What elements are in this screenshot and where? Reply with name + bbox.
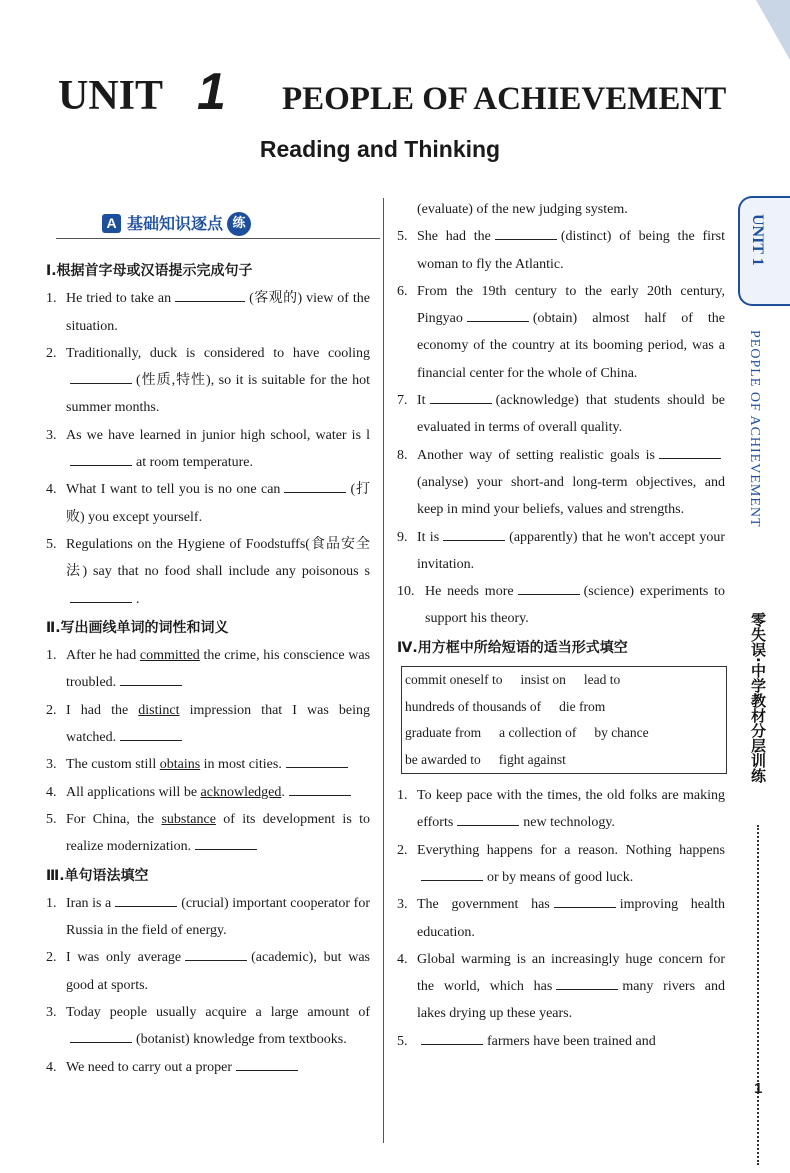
- exercise-item: 9. It is (apparently) that he won't accept your invitation.: [397, 524, 725, 579]
- unit-side-tab: [738, 196, 790, 306]
- exercise-item: 10. He needs more (science) experiments to support his theory.: [397, 578, 725, 633]
- underlined-word: obtains: [159, 757, 201, 773]
- side-book-title: 零失误·中学教材分层训练: [749, 612, 767, 783]
- exercise-item: 4. All applications will be acknowledged.: [46, 779, 370, 806]
- exercise-item: 5. Regulations on the Hygiene of Foodstuffs(食品安全法) say that no food shall include any poisonous s.: [46, 536, 370, 607]
- page-number: 1: [754, 1080, 763, 1097]
- right-column: [397, 196, 725, 1055]
- exercise-item: 1. Iran is a (crucial) important cooperator for Russia in the field of energy.: [46, 890, 370, 945]
- section-heading-2: Ⅱ.写出画线单词的词性和词义: [46, 619, 229, 636]
- exercise-item: 8. Another way of setting realistic goals is(analyse) your short-and long-term objectives, and keep in mind your beliefs, values and strengths.: [397, 442, 725, 524]
- exercise-item: 1. After he had committed the crime, his conscience was troubled.: [46, 648, 371, 691]
- exercise-item: 3. As we have learned in junior high school, water is lat room temperature.: [46, 427, 370, 471]
- unit-number: 1: [197, 63, 226, 121]
- unit-title: [58, 62, 726, 122]
- banner-title: 基础知识逐点: [127, 214, 224, 233]
- underlined-word: acknowledged: [200, 784, 282, 800]
- exercise-item: 2. Everything happens for a reason. Nothing happensor by means of good luck.: [397, 842, 725, 885]
- exercise-item: 1. To keep pace with the times, the old folks are making efforts new technology.: [397, 788, 725, 831]
- answer-blank[interactable]: [518, 580, 580, 595]
- answer-blank[interactable]: [430, 389, 492, 404]
- answer-blank[interactable]: [120, 671, 182, 686]
- unit-name: PEOPLE OF ACHIEVEMENT: [281, 81, 727, 117]
- phrase-box: commit oneself to insist on lead to hundreds of thousands of die from graduate from a collection of by chance be awarded to fight against: [401, 666, 727, 774]
- left-column: [46, 196, 370, 1081]
- exercise-item: 5. For China, the substance of its development is to realize modernization.: [46, 811, 370, 855]
- side-unit-name: PEOPLE OF ACHIEVEMENT: [747, 330, 762, 528]
- exercise-item: 2. Traditionally, duck is considered to have cooling(性质,特性), so it is suitable for the hot summer months.: [46, 345, 370, 416]
- answer-blank[interactable]: [457, 811, 519, 826]
- answer-blank[interactable]: [195, 835, 257, 850]
- answer-blank[interactable]: [70, 451, 132, 466]
- exercise-item: 5. She had the (distinct) of being the first woman to fly the Atlantic.: [397, 223, 725, 278]
- exercise-item: 3. Today people usually acquire a large amount of(botanist) knowledge from textbooks.: [46, 1005, 370, 1048]
- exercise-item: 4. Global warming is an increasingly huge concern for the world, which has many rivers and lakes drying up these years.: [397, 951, 725, 1022]
- exercise-item: 1. He tried to take an (客观的) view of the situation.: [46, 285, 370, 340]
- answer-blank[interactable]: [284, 478, 346, 493]
- column-divider: [383, 198, 384, 1143]
- answer-blank[interactable]: [289, 781, 351, 796]
- exercise-item-continued: (evaluate) of the new judging system.: [417, 202, 628, 217]
- answer-blank[interactable]: [659, 444, 721, 459]
- section-heading-1: Ⅰ.根据首字母或汉语提示完成句子: [46, 263, 253, 279]
- exercise-item: 6. From the 19th century to the early 20th century, Pingyao (obtain) almost half of the economy of the country at its booming period, was a financial center for the whole of China.: [397, 283, 725, 381]
- unit-word: UNIT: [58, 73, 164, 119]
- underlined-word: distinct: [138, 702, 180, 718]
- exercise-item: 2. I was only average (academic), but was good at sports.: [46, 944, 370, 999]
- exercise-item: 2. I had the distinct impression that I was being watched.: [46, 702, 371, 746]
- exercise-item: 3. The custom still obtains in most cities.: [46, 751, 370, 778]
- section-banner: [46, 196, 370, 256]
- banner-rule: [56, 238, 380, 239]
- answer-blank[interactable]: [70, 369, 132, 384]
- answer-blank[interactable]: [70, 1028, 132, 1043]
- answer-blank[interactable]: [495, 225, 557, 240]
- exercise-item: 7. It (acknowledge) that students should be evaluated in terms of overall quality.: [397, 387, 725, 442]
- answer-blank[interactable]: [467, 307, 529, 322]
- side-dotted-rule: [757, 825, 761, 1165]
- section-heading-3: Ⅲ.单句语法填空: [46, 867, 149, 884]
- answer-blank[interactable]: [421, 866, 483, 881]
- exercise-item: 4. We need to carry out a proper: [46, 1054, 370, 1081]
- underlined-word: committed: [139, 648, 200, 664]
- page-subtitle: Reading and Thinking: [259, 136, 501, 162]
- answer-blank[interactable]: [120, 726, 182, 741]
- exercise-item: 3. The government has improving health education.: [397, 891, 725, 946]
- side-tab-label: UNIT 1: [749, 214, 766, 266]
- answer-blank[interactable]: [421, 1030, 483, 1045]
- answer-blank[interactable]: [236, 1056, 298, 1071]
- answer-blank[interactable]: [554, 893, 616, 908]
- answer-blank[interactable]: [286, 753, 348, 768]
- answer-blank[interactable]: [556, 975, 618, 990]
- practice-badge-icon: 练: [227, 212, 251, 236]
- page-corner-decoration: [756, 0, 790, 60]
- answer-blank[interactable]: [115, 892, 177, 907]
- exercise-item: 5. farmers have been trained and: [397, 1028, 725, 1055]
- answer-blank[interactable]: [443, 526, 505, 541]
- underlined-word: substance: [161, 811, 216, 827]
- section-heading-4: Ⅳ.用方框中所给短语的适当形式填空: [397, 639, 628, 656]
- answer-blank[interactable]: [185, 946, 247, 961]
- exercise-item: 4. What I want to tell you is no one can (打败) you except yourself.: [46, 476, 370, 531]
- banner-letter-icon: A: [102, 214, 121, 233]
- answer-blank[interactable]: [175, 287, 245, 302]
- answer-blank[interactable]: [70, 588, 132, 603]
